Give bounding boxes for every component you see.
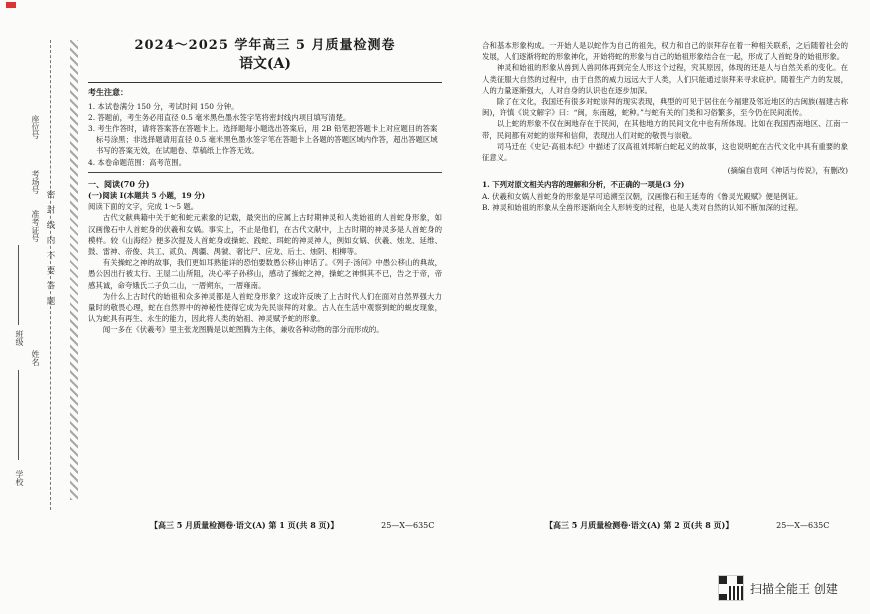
binding-line-class xyxy=(18,245,19,325)
binding-exam-no: 准考证号 xyxy=(31,210,40,242)
footer-page-1 xyxy=(150,520,434,531)
seal-words: 密 封 线 内 不 要 答 题 xyxy=(45,190,55,307)
binding-name: 姓名 xyxy=(31,350,40,366)
notice-divider xyxy=(88,172,442,173)
footer-code-2: 25—X—635C xyxy=(776,521,830,530)
passage-paragraph: 古代文献典籍中关于蛇和蛇元素象的记载，最突出的应属上古时期神灵和人类始祖的人首蛇身形象，如汉画像石中人首蛇身的伏羲和女娲。事实上，不止是他们，在古代文献中，上古时期的神灵多是人首蛇身的模样。较《山海经》便多次提及人首蛇身或操蛇、践蛇、珥蛇的神灵神人，例如女娲、伏羲、烛龙、延维、鼓、雷神、帝俊、共工、贰负、禺疆、禺虢、奢比尸、应龙、后土、烛阴、相柳等。 xyxy=(88,213,442,257)
notice-item: 2. 答题前，考生务必用直径 0.5 毫米黑色墨水签字笔将密封线内项目填写清楚。 xyxy=(88,112,351,122)
notice-item: 4. 本卷命题范围：高考范围。 xyxy=(88,157,187,167)
passage-paragraph: 有关操蛇之神的故事，我们更如耳熟能详的恐怕要数愚公移山神话了。《列子·汤问》中愚公移山的典故，愚公因出行被太行、王屋二山所阻，决心率子孙移山，感动了操蛇之神，操蛇之神惧其不已，告之于帝，帝感其诚，命夸娥氏二子负二山，一厝朔东，一厝雍南。 xyxy=(88,258,442,290)
footer-page-2 xyxy=(545,520,829,531)
notice-heading: 考生注意： xyxy=(88,87,128,98)
binding-hatch xyxy=(70,40,78,500)
binding-room: 考场号 xyxy=(31,170,40,194)
binding-seat: 座位号 xyxy=(31,115,40,139)
notice-item: 1. 本试卷满分 150 分，考试时间 150 分钟。 xyxy=(88,101,239,111)
passage-paragraph: 合和基本形象构成。一开始人是以蛇作为自己的祖先，权力和自己的崇拜存在着一种相关联系，之后随着社会的发展，人们逐渐将蛇的形象神化，开始将蛇的形象与自己的始祖形象结合在一起，形成了人首蛇身的始祖形象。 xyxy=(482,41,848,62)
qr-code-icon xyxy=(718,575,744,601)
exam-title: 2024～2025 学年高三 5 月质量检测卷 xyxy=(134,38,396,53)
scanner-text: 扫描全能王 创建 xyxy=(750,581,838,596)
passage-paragraph: 为什么上古时代的始祖和众多神灵都是人首蛇身形象？这或许反映了上古时代人们在面对自然界强大力量时的敬畏心理，蛇在自然界中的神秘性使得它成为先民崇拜的对象。古人在生活中观察到蛇的蜕皮现象，认为蛇具有再生、永生的能力，因此将人类的始祖、神灵赋予蛇的形象。 xyxy=(88,291,442,324)
reading-instruction: 阅读下面的文字，完成 1～5 题。 xyxy=(88,202,199,212)
binding-class: 班级 xyxy=(15,330,24,346)
section-heading: 一、阅读(70 分) xyxy=(88,178,150,189)
footer-page-2-text: 【高三 5 月质量检测卷·语文(A) 第 2 页(共 8 页)】 xyxy=(545,520,734,530)
passage-paragraph: 神灵和始祖的形象从兽到人兽同体再到完全人形这个过程，究其原因，体现的还是人与自然关系的变化。在人类征服大自然的过程中，由于自然的威力远远大于人类，人们只能通过崇拜来寻求庇护。随着生产力的发展，人的力量逐渐强大，人对自身的认识也在逐步加深。 xyxy=(482,63,848,95)
footer-code-1: 25—X—635C xyxy=(381,521,435,530)
exam-subtitle: 语文(A) xyxy=(238,56,292,73)
question-option: B. 神灵和始祖的形象从全兽形逐渐向全人形转变的过程，也是人类对自然的认知不断加深的过程。 xyxy=(482,202,803,212)
scanner-watermark xyxy=(718,575,838,601)
passage-paragraph: 以上蛇的形象不仅在闽地存在于民间，在其他地方的民间文化中也有所体现。比如在我国西南地区、江南一带，民间都有对蛇的崇拜和信仰，表现出人们对蛇的敬畏与崇敬。 xyxy=(482,119,848,140)
passage-source: (摘编自袁珂《神话与传说》，有删改) xyxy=(727,166,848,176)
passage-paragraph: 司马迁在《史记·高祖本纪》中描述了汉高祖刘邦斩白蛇起义的故事，这也说明蛇在古代文化中具有重要的象征意义。 xyxy=(482,141,848,163)
notice-item: 3. 考生作答时，请将答案答在答题卡上。选择题每小题选出答案后，用 2B 铅笔把答题卡上对应题目的答案标号涂黑；非选择题请用直径 0.5 毫米黑色墨水签字笔在答题卡上各题的答题区域内作答，超出答题区域书写的答案无效，在试题卷、草稿纸上作答无效。 xyxy=(88,124,438,156)
right-column xyxy=(482,40,848,213)
binding-line-school xyxy=(18,370,19,460)
notice-box xyxy=(88,82,442,172)
question-option: A. 伏羲和女娲人首蛇身的形象是早可追溯至汉朝，汉画像石和王延寿的《鲁灵光殿赋》便是例证。 xyxy=(482,191,803,201)
binding-school: 学校 xyxy=(15,470,24,486)
question-1: 1. 下列对原文相关内容的理解和分析，不正确的一项是(3 分) xyxy=(482,180,685,190)
footer-page-1-text: 【高三 5 月质量检测卷·语文(A) 第 1 页(共 8 页)】 xyxy=(150,520,339,530)
passage-paragraph: 闻一多在《伏羲考》里主张龙图腾是以蛇图腾为主体，兼收各种动物的部分而形成的。 xyxy=(102,325,384,335)
corner-mark xyxy=(6,2,16,8)
passage-paragraph: 除了在文化，我国还有很多对蛇崇拜的现实表现，典型的可见于居住在今福建及邻近地区的古闽族(福建古称闽)，许慎《说文解字》曰：“闽，东南越，蛇种。”与蛇有关的门类和习俗繁多，至今仍在民间流传。 xyxy=(482,97,848,118)
subsection-heading: (一)阅读 I(本题共 5 小题，19 分) xyxy=(88,191,206,201)
left-column xyxy=(88,40,442,336)
